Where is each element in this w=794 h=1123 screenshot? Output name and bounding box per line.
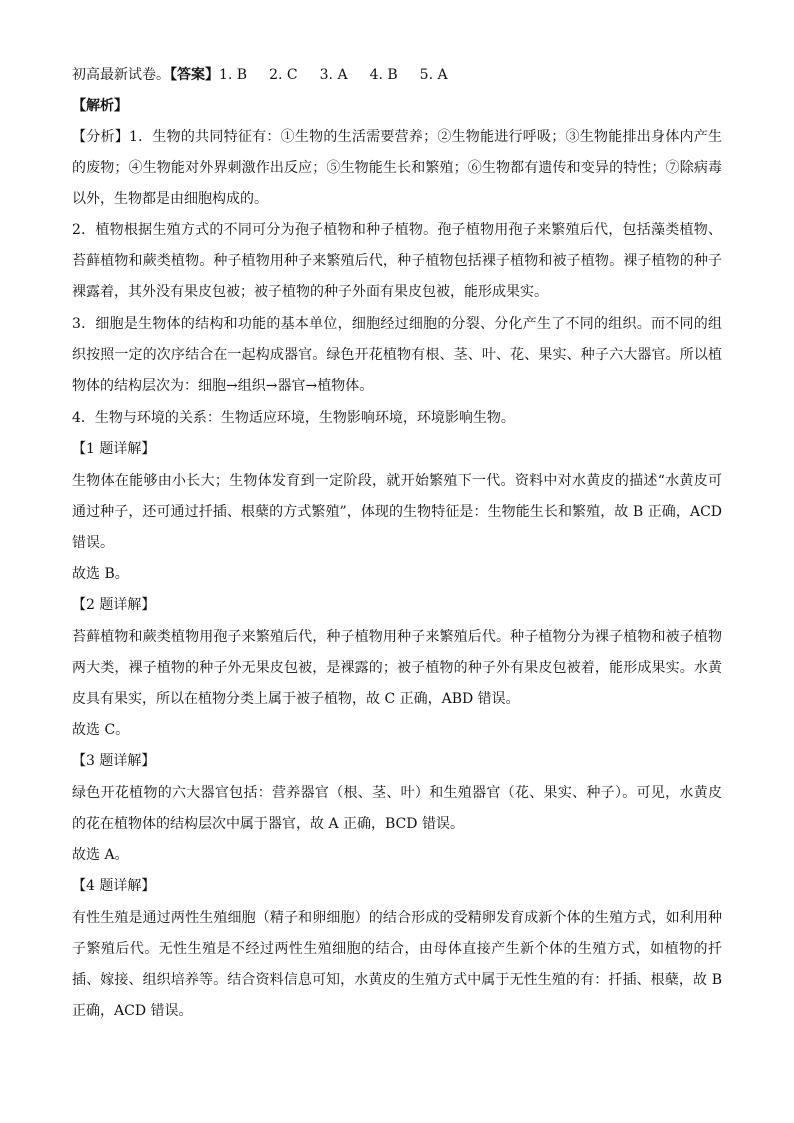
question-2-heading: 【2 题详解】	[72, 597, 156, 613]
answer-2: 2. C	[269, 67, 298, 83]
question-4-detail: 有性生殖是通过两性生殖细胞（精子和卵细胞）的结合形成的受精卵发育成新个体的生殖方式，如利用种子繁殖后代。无性生殖是不经过两性生殖细胞的结合，由母体直接产生新个体的生殖方式，如植物的扦插、嫁接、组织培养等。结合资料信息可知，水黄皮的生殖方式中属于无性生殖的有：扦插、根蘖，故 B 正确，ACD 错误。	[72, 910, 722, 1019]
question-1-heading: 【1 题详解】	[72, 441, 156, 457]
analysis-heading: 【解析】	[72, 98, 128, 114]
answer-4: 4. B	[369, 67, 398, 83]
answer-line	[72, 60, 722, 91]
question-3-detail: 绿色开花植物的六大器官包括：营养器官（根、茎、叶）和生殖器官（花、果实、种子）。可见，水黄皮的花在植物体的结构层次中属于器官，故 A 正确，BCD 错误。	[72, 785, 722, 832]
answer-3: 3. A	[319, 67, 348, 83]
answer-tag: 【答案】	[170, 67, 219, 83]
analysis-point-4: 4．生物与环境的关系：生物适应环境，生物影响环境，环境影响生物。	[72, 410, 515, 426]
answer-1: 1. B	[219, 67, 248, 83]
question-2-conclusion: 故选 C。	[72, 722, 130, 738]
question-2-detail: 苔藓植物和蕨类植物用孢子来繁殖后代，种子植物用种子来繁殖后代。种子植物分为裸子植物和被子植物两大类，裸子植物的种子外无果皮包被，是裸露的；被子植物的种子外有果皮包被着，能形成果实。水黄皮具有果实，所以在植物分类上属于被子植物，故 C 正确，ABD 错误。	[72, 629, 722, 707]
question-1-conclusion: 故选 B。	[72, 566, 129, 582]
source-note: 初高最新试卷。	[72, 67, 170, 83]
question-3-heading: 【3 题详解】	[72, 753, 156, 769]
question-1-detail: 生物体在能够由小长大；生物体发育到一定阶段，就开始繁殖下一代。资料中对水黄皮的描述“水黄皮可通过种子，还可通过扦插、根蘖的方式繁殖”，体现的生物特征是：生物能生长和繁殖，故 B 正确，ACD 错误。	[72, 473, 722, 551]
analysis-point-3: 3．细胞是生物体的结构和功能的基本单位，细胞经过细胞的分裂、分化产生了不同的组织。而不同的组织按照一定的次序结合在一起构成器官。绿色开花植物有根、茎、叶、花、果实、种子六大器官。所以植物体的结构层次为：细胞→组织→器官→植物体。	[72, 316, 722, 394]
analysis-point-1: 【分析】1．生物的共同特征有：①生物的生活需要营养；②生物能进行呼吸；③生物能排出身体内产生的废物；④生物能对外界刺激作出反应；⑤生物能生长和繁殖；⑥生物都有遗传和变异的特性；⑦除病毒以外，生物都是由细胞构成的。	[72, 129, 722, 207]
analysis-point-2: 2．植物根据生殖方式的不同可分为孢子植物和种子植物。孢子植物用孢子来繁殖后代，包括藻类植物、苔藓植物和蕨类植物。种子植物用种子来繁殖后代，种子植物包括裸子植物和被子植物。裸子植物的种子裸露着，其外没有果皮包被；被子植物的种子外面有果皮包被，能形成果实。	[72, 222, 722, 300]
question-3-conclusion: 故选 A。	[72, 847, 129, 863]
question-4-heading: 【4 题详解】	[72, 878, 156, 894]
answer-5: 5. A	[419, 67, 448, 83]
